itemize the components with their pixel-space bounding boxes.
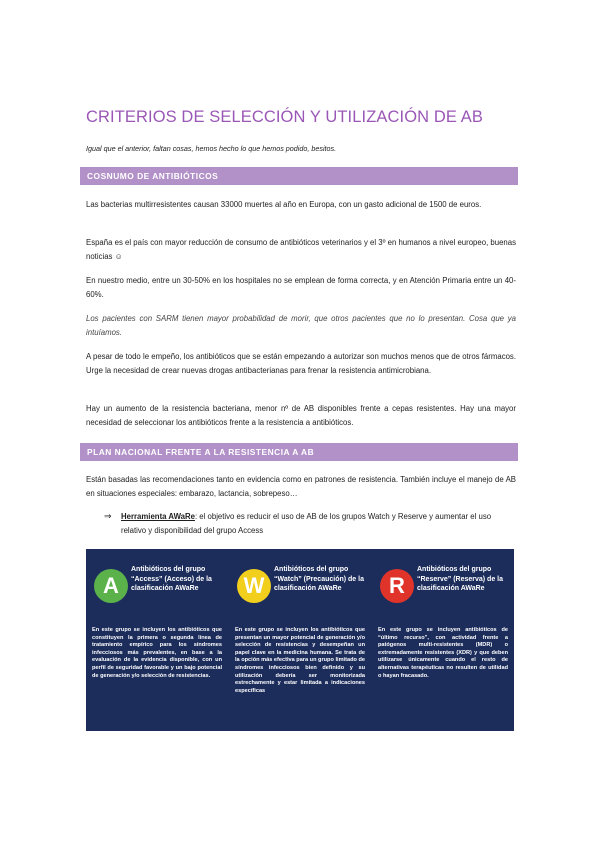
subtitle-note: Igual que el anterior, faltan cosas, hemos hecho lo que hemos podido, besitos. — [86, 144, 337, 153]
paragraph-sarm: Los pacientes con SARM tienen mayor probabilidad de morir, que otros pacientes que no lo presentan. Cosa que ya intuíamos. — [86, 314, 516, 337]
page-title: CRITERIOS DE SELECCIÓN Y UTILIZACIÓN DE AB — [86, 108, 483, 126]
paragraph-recomendaciones: Están basadas las recomendaciones tanto en evidencia como en patrones de resistencia. También incluye el manejo de AB en situaciones especiales: embarazo, lactancia, sobrepeso… — [86, 475, 516, 498]
arrow-icon: ⇒ — [104, 511, 112, 521]
access-description: En este grupo se incluyen los antibióticos que constituyen la primera o segunda línea de tratamiento empírico para los síndromes infecciosos más prevalentes, en base a la evaluación de la evidencia disponible, con un perfil de seguridad favorable y un bajo potencial de generación y/o selección de resistencias. — [92, 627, 222, 679]
aware-infographic — [86, 549, 514, 731]
paragraph-resistencia: Hay un aumento de la resistencia bacteriana, menor nº de AB disponibles frente a cepas resistentes. Hay una mayor necesidad de seleccionar los antibióticos frente a la resistencia a antibióticos. — [86, 404, 516, 427]
access-letter-icon: A — [94, 569, 128, 603]
aware-description: : el objetivo es reducir el uso de AB de los grupos Watch y Reserve y aumentar el uso relativo y disponibilidad del grupo Access — [121, 512, 492, 535]
aware-label: Herramienta AWaRe — [121, 512, 195, 521]
reserve-description: En este grupo se incluyen antibióticos de “último recurso”, con actividad frente a patógenos multi-resistentes (MDR) o extremadamente resistentes (XDR) y que deben utilizarse únicamente cuando el resto de alternativas terapéuticas no resulten de utilidad o hayan fracasado. — [378, 627, 508, 679]
paragraph-empeno: A pesar de todo le empeño, los antibióticos que se están empezando a autorizar son muchos menos que de otros fármacos. Urge la necesidad de crear nuevas drogas antibacterianas para frenar la resistencia antimicrobiana. — [86, 352, 516, 375]
section-heading-consumo: COSNUMO DE ANTIBIÓTICOS — [80, 167, 518, 185]
reserve-title: Antibióticos del grupo “Reserve” (Reserva) de la clasificación AWaRe — [417, 566, 503, 592]
paragraph-espana: España es el país con mayor reducción de consumo de antibióticos veterinarios y el 3º en humanos a nivel europeo, buenas noticias ☺ — [86, 238, 516, 261]
watch-title: Antibióticos del grupo “Watch” (Precaución) de la clasificación AWaRe — [274, 566, 364, 592]
aware-access-column — [86, 549, 228, 731]
paragraph-medio: En nuestro medio, entre un 30-50% en los hospitales no se emplean de forma correcta, y en Atención Primaria entre un 40-60%. — [86, 276, 516, 299]
paragraph-muertes: Las bacterias multirresistentes causan 33000 muertes al año en Europa, con un gasto adicional de 1500 de euros. — [86, 200, 482, 209]
watch-description: En este grupo se incluyen los antibióticos que presentan un mayor potencial de generación y/o selección de resistencias y desempeñan un papel clave en la medicina humana. Se trata de la opción más efectiva para un grupo limitado de síndromes infecciosos bien definido y su utilización debería ser monitorizada estrechamente y estar limitada a indicaciones específicas — [235, 627, 365, 694]
aware-reserve-column — [372, 549, 514, 731]
aware-bullet — [121, 510, 516, 537]
reserve-letter-icon: R — [380, 569, 414, 603]
section-heading-plan: PLAN NACIONAL FRENTE A LA RESISTENCIA A AB — [80, 443, 518, 461]
watch-letter-icon: W — [237, 569, 271, 603]
aware-watch-column — [229, 549, 371, 731]
access-title: Antibióticos del grupo “Access” (Acceso) de la clasificación AWaRe — [131, 566, 212, 592]
